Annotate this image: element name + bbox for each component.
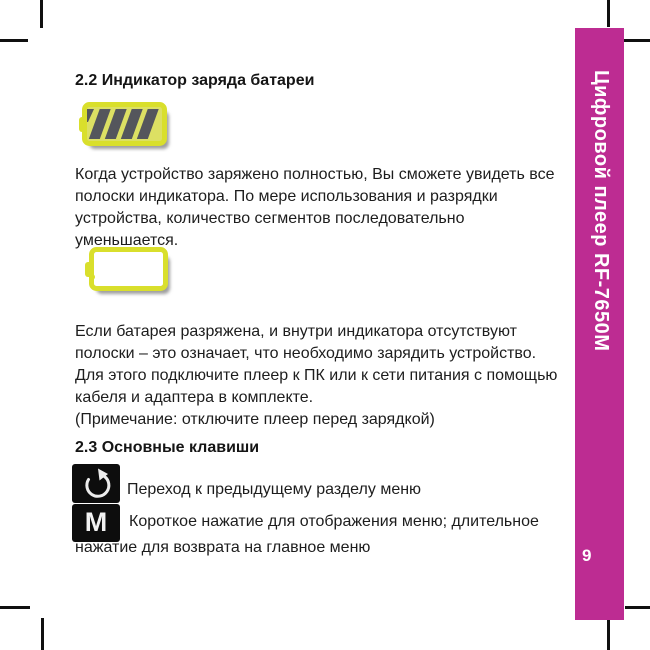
- battery-full-paragraph: Когда устройство заряжено полностью, Вы сможете увидеть все полоски индикатора. По мере использования и разрядки устройства, количество сегментов последовательно уменьшается.: [75, 166, 555, 249]
- charging-note: (Примечание: отключите плеер перед зарядкой): [75, 411, 435, 428]
- back-key-description: Переход к предыдущему разделу меню: [127, 481, 422, 498]
- battery-empty-paragraph: Если батарея разряжена, и внутри индикатора отсутствуют полоски – это означает, что необходимо зарядить устройство. Для этого подключите плеер к ПК или к сети питания с помощью кабеля и адаптера в комплекте.: [75, 323, 558, 406]
- crop-mark-bottom-right-horizontal: [625, 606, 650, 609]
- menu-key-label: M: [84, 506, 108, 537]
- menu-key-description: Короткое нажатие для отображения меню; длительное нажатие для возврата на главное меню: [75, 513, 539, 556]
- battery-empty-icon: [82, 244, 174, 298]
- section-2-3-heading: 2.3 Основные клавиши: [75, 439, 260, 456]
- back-arrow-icon: [72, 464, 120, 503]
- crop-mark-bottom-left-horizontal: [0, 606, 30, 609]
- crop-mark-top-left-vertical: [40, 0, 43, 28]
- crop-mark-top-right-horizontal: [621, 39, 650, 42]
- page-number: 9: [582, 546, 592, 565]
- crop-mark-top-right-vertical: [607, 0, 610, 27]
- section-2-2-heading: 2.2 Индикатор заряда батареи: [75, 72, 315, 89]
- spine-vertical-title: Цифровой плеер RF-7650M: [590, 70, 612, 352]
- crop-mark-top-left-horizontal: [0, 39, 28, 42]
- crop-mark-bottom-right-vertical: [607, 619, 610, 650]
- crop-mark-bottom-left-vertical: [41, 618, 44, 650]
- battery-full-icon: [76, 100, 174, 152]
